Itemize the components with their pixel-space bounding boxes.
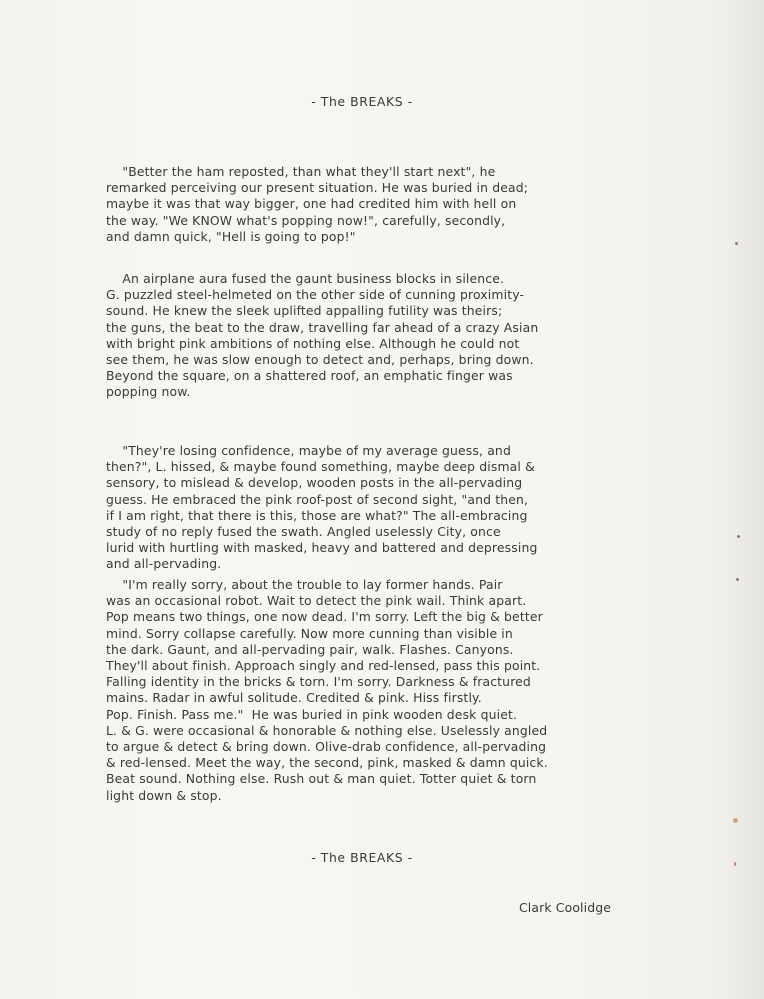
paper-speck (736, 578, 739, 581)
paragraph-2: An airplane aura fused the gaunt business blocks in silence. G. puzzled steel-helmeted on the other side of cunning proximity- sound. He knew the sleek uplifted appalling futility was theirs; the guns, the beat to the draw, travelling far ahead of a crazy Asian with bright pink ambitions of nothing else. Although he could not see them, he was slow enough to detect and, perhaps, bring down. Beyond the square, on a shattered roof, an emphatic finger was popping now. (106, 271, 539, 400)
paragraph-4: "I'm really sorry, about the trouble to lay former hands. Pair was an occasional robot. Wait to detect the pink wail. Think apart. Pop means two things, one now dead. I'm sorry. Left the big & better mind. Sorry collapse carefully. Now more cunning than visible in the dark. Gaunt, and all-pervading pair, walk. Flashes. Canyons. They'll about finish. Approach singly and red-lensed, pass this point. Falling identity in the bricks & torn. I'm sorry. Darkness & fractured mains. Radar in awful solitude. Credited & pink. Hiss firstly. Pop. Finish. Pass me." He was buried in pink wooden desk quiet. L. & G. were occasional & honorable & nothing else. Uselessly angled to argue & detect & bring down. Olive-drab confidence, all-pervading & red-lensed. Meet the way, the second, pink, masked & damn quick. Beat sound. Nothing else. Rush out & man quiet. Totter quiet & torn light down & stop. (106, 577, 548, 803)
paper-speck (737, 535, 740, 538)
document-title: - The BREAKS - (311, 94, 413, 109)
paragraph-3: "They're losing confidence, maybe of my average guess, and then?", L. hissed, & maybe found something, maybe deep dismal & sensory, to mislead & develop, wooden posts in the all-pervading guess. He embraced the pink roof-post of second sight, "and then, if I am right, that there is this, those are what?" The all-embracing study of no reply fused the swath. Angled uselessly City, once lurid with hurtling with masked, heavy and battered and depressing and all-pervading. (106, 443, 538, 572)
author-name: Clark Coolidge (519, 900, 612, 915)
document-title-footer: - The BREAKS - (311, 850, 413, 865)
paper-speck (733, 818, 738, 823)
paragraph-1: "Better the ham reposted, than what they'll start next", he remarked perceiving our present situation. He was buried in dead; maybe it was that way bigger, one had credited him with hell on the way. "We KNOW what's popping now!", carefully, secondly, and damn quick, "Hell is going to pop!" (106, 164, 529, 244)
paper-speck (735, 242, 738, 245)
paper-speck (734, 862, 736, 866)
